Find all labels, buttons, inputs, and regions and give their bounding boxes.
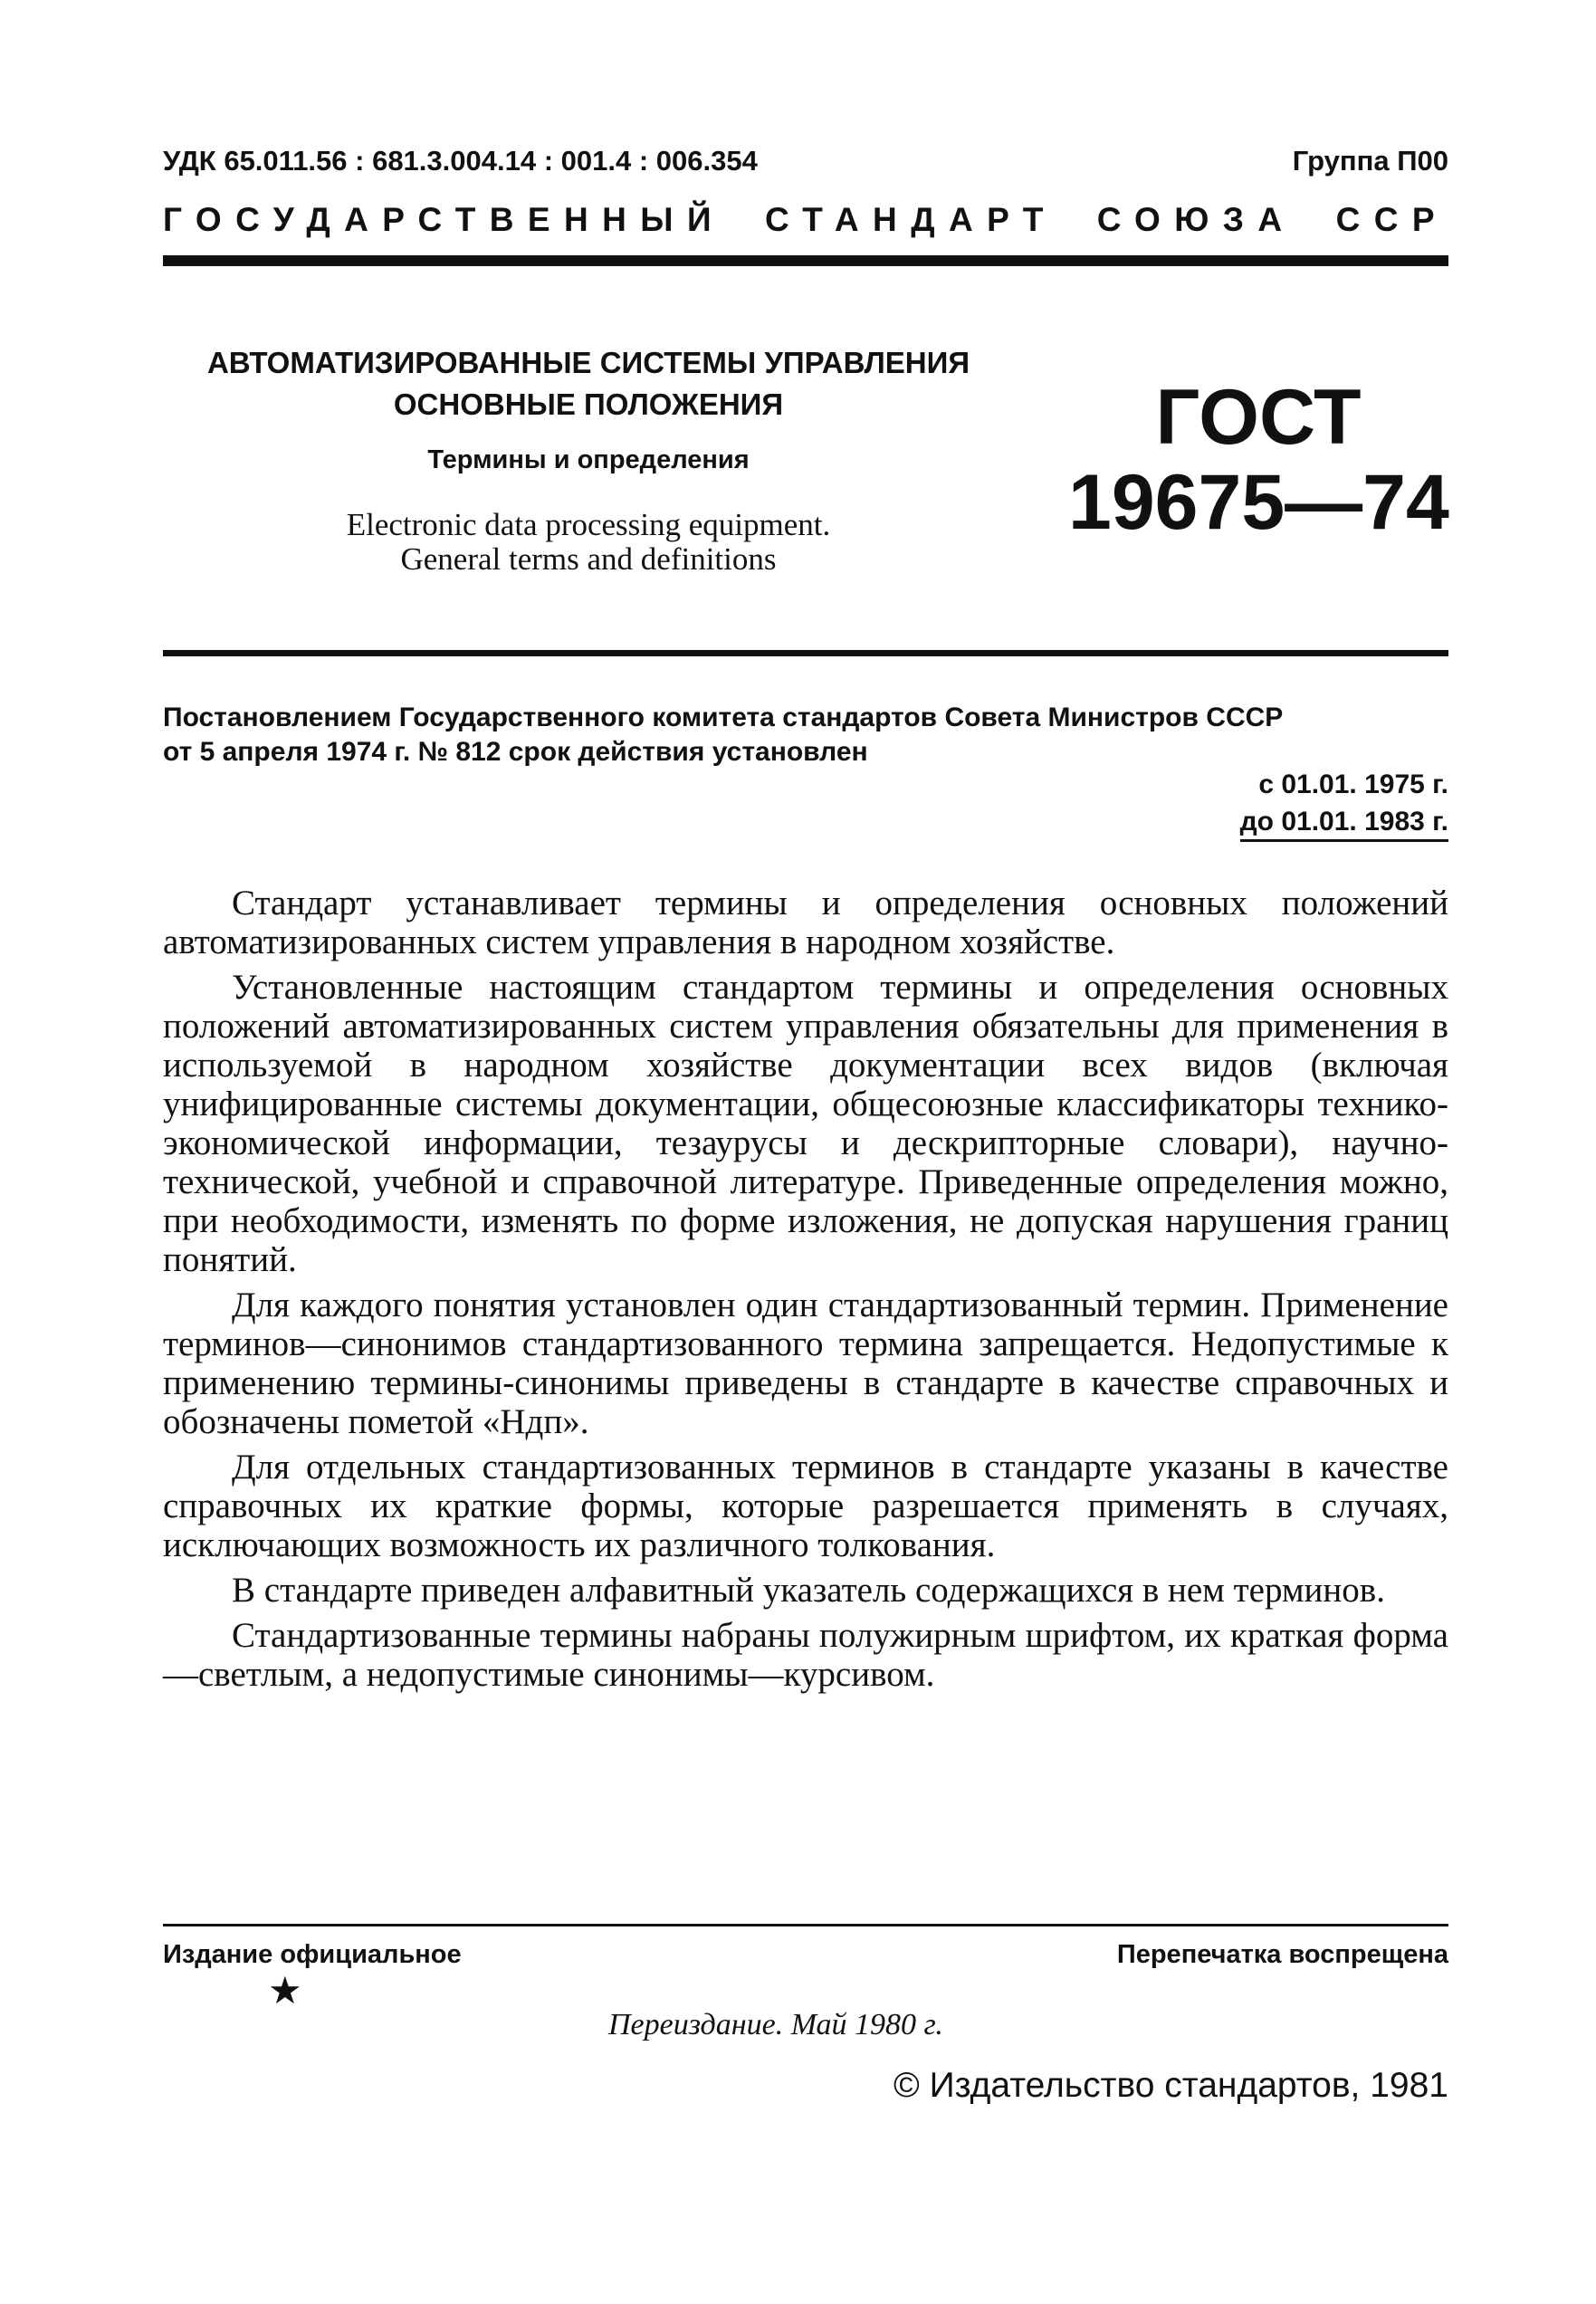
title-english-line-2: General terms and definitions — [400, 541, 777, 577]
body-text — [163, 884, 1448, 1700]
standard-banner — [163, 201, 1448, 239]
body-paragraph: В стандарте приведен алфавитный указатель содержащихся в нем терминов. — [232, 1571, 1385, 1610]
banner-word: ССР — [1335, 201, 1448, 238]
top-rule — [163, 255, 1448, 266]
gost-label: ГОСТ — [1155, 374, 1362, 461]
official-edition-note: Издание официальное — [163, 1940, 462, 1969]
banner-word: СОЮЗА — [1096, 201, 1296, 238]
reprint-prohibited-note: Перепечатка воспрещена — [1116, 1940, 1448, 1969]
decree-line-2: от 5 апреля 1974 г. № 812 срок действия установлен — [163, 737, 868, 767]
copyright-note: © Издательство стандартов, 1981 — [894, 2066, 1448, 2105]
decree-line-1: Постановлением Государственного комитета стандартов Совета Министров СССР — [163, 703, 1284, 732]
title-english-line-1: Electronic data processing equipment. — [346, 507, 831, 542]
title-line-2: ОСНОВНЫЕ ПОЛОЖЕНИЯ — [393, 387, 784, 421]
body-paragraph: Установленные настоящим стандартом термины и определения основных положений автоматизированных систем управления обязательны для применения в используемой в народном хозяйстве документации всех видов (включая унифицированные системы документации, общесоюзные классификаторы технико-экономической информации, тезаурусы и дескрипторные словари), научно-технической, учебной и справочной литературе. Приведенные определения можно, при необходимости, изменять по форме изложения, не допуская нарушения границ понятий. — [163, 968, 1448, 1279]
reissue-note: Переиздание. Май 1980 г. — [608, 2008, 943, 2041]
banner-word: ГОСУДАРСТВЕННЫЙ — [163, 201, 725, 238]
title-subtitle: Термины и определения — [427, 445, 750, 474]
group-code: Группа П00 — [1292, 145, 1448, 177]
bottom-rule — [163, 1924, 1448, 1926]
valid-to-date: до 01.01. 1983 г. — [1240, 807, 1448, 842]
middle-rule — [163, 650, 1448, 656]
body-paragraph: Для отдельных стандартизованных терминов в стандарте указаны в качестве справочных их краткие формы, которые разрешается применять в случаях, исключающих возможность их различного толкования. — [163, 1448, 1448, 1564]
valid-from-date: с 01.01. 1975 г. — [1258, 770, 1448, 799]
banner-word: СТАНДАРТ — [764, 201, 1057, 238]
star-icon: ★ — [268, 1969, 302, 2012]
body-paragraph: Для каждого понятия установлен один стандартизованный термин. Применение терминов—синонимов стандартизованного термина запрещается. Недопустимые к применению термины-синонимы приведены в стандарте в качестве справочных и обозначены пометой «Ндп». — [163, 1286, 1448, 1441]
udk-code: УДК 65.011.56 : 681.3.004.14 : 001.4 : 006.354 — [163, 145, 758, 177]
body-paragraph: Стандартизованные термины набраны полужирным шрифтом, их краткая форма—светлым, а недопустимые синонимы—курсивом. — [163, 1616, 1448, 1694]
gost-number: 19675—74 — [1068, 459, 1449, 546]
body-paragraph: Стандарт устанавливает термины и определения основных положений автоматизированных систем управления в народном хозяйстве. — [163, 884, 1448, 961]
title-line-1: АВТОМАТИЗИРОВАННЫЕ СИСТЕМЫ УПРАВЛЕНИЯ — [206, 346, 970, 379]
